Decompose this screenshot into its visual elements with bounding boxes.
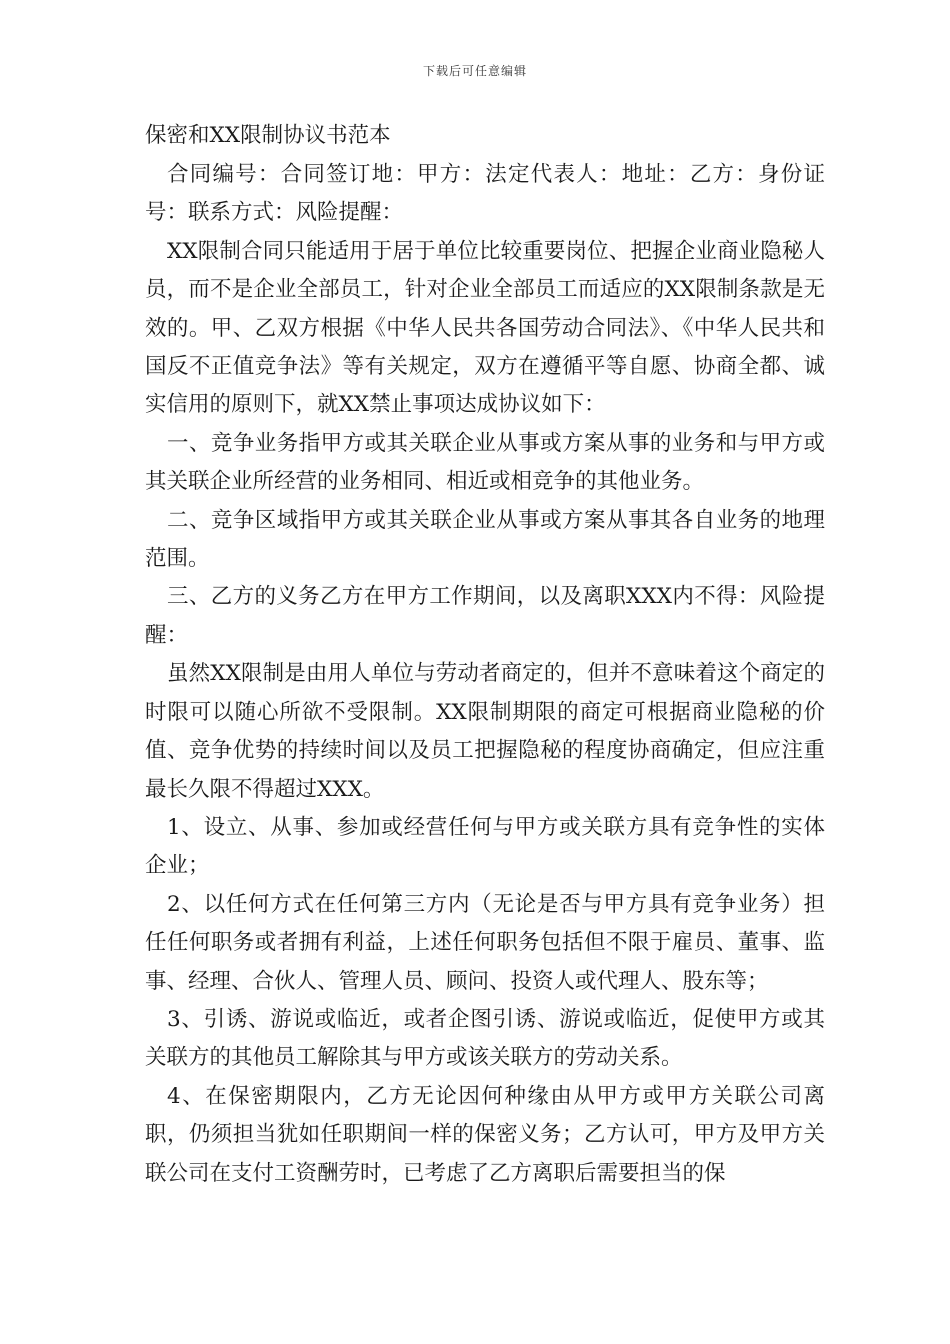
page-header-note: 下载后可任意编辑 xyxy=(422,64,527,78)
paragraph-risk-note: 虽然XX限制是由用人单位与劳动者商定的，但并不意味着这个商定的时限可以随心所欲不受限制。XX限制期限的商定可根据商业隐秘的价值、竞争优势的持续时间以及员工把握隐秘的程度协商确定，但应注重最长久限不得超过XXX。 xyxy=(145,661,825,802)
document-body xyxy=(145,116,825,1193)
paragraph-clause-1: 一、竞争业务指甲方或其关联企业从事或方案从事的业务和与甲方或其关联企业所经营的业务相同、相近或相竞争的其他业务。 xyxy=(145,430,825,495)
paragraph-clause-3: 三、乙方的义务乙方在甲方工作期间，以及离职XXX内不得：风险提醒： xyxy=(145,584,825,648)
paragraph-item-4: 4、在保密期限内，乙方无论因何种缘由从甲方或甲方关联公司离职，仍须担当犹如任职期间一样的保密义务；乙方认可，甲方及甲方关联公司在支付工资酬劳时，已考虑了乙方离职后需要担当的保 xyxy=(145,1083,825,1186)
paragraph-item-2: 2、以任何方式在任何第三方内（无论是否与甲方具有竞争业务）担任任何职务或者拥有利益，上述任何职务包括但不限于雇员、董事、监事、经理、合伙人、管理人员、顾问、投资人或代理人、股东等； xyxy=(145,891,825,994)
paragraph-preamble: XX限制合同只能适用于居于单位比较重要岗位、把握企业商业隐秘人员，而不是企业全部员工，针对企业全部员工而适应的XX限制条款是无效的。甲、乙双方根据《中华人民共各国劳动合同法》、《中华人民共和国反不正值竞争法》等有关规定，双方在遵循平等自愿、协商全都、诚实信用的原则下，就XX禁止事项达成协议如下： xyxy=(145,238,825,418)
paragraph-item-1: 1、设立、从事、参加或经营任何与甲方或关联方具有竞争性的实体企业； xyxy=(145,814,825,879)
paragraph-clause-2: 二、竞争区域指甲方或其关联企业从事或方案从事其各自业务的地理范围。 xyxy=(145,507,825,572)
document-title: 保密和XX限制协议书范本 xyxy=(145,123,391,148)
paragraph-item-3: 3、引诱、游说或临近，或者企图引诱、游说或临近，促使甲方或其关联方的其他员工解除其与甲方或该关联方的劳动关系。 xyxy=(145,1006,825,1071)
paragraph-contract-info: 合同编号：合同签订地：甲方：法定代表人：地址：乙方：身份证号：联系方式：风险提醒： xyxy=(145,162,825,226)
